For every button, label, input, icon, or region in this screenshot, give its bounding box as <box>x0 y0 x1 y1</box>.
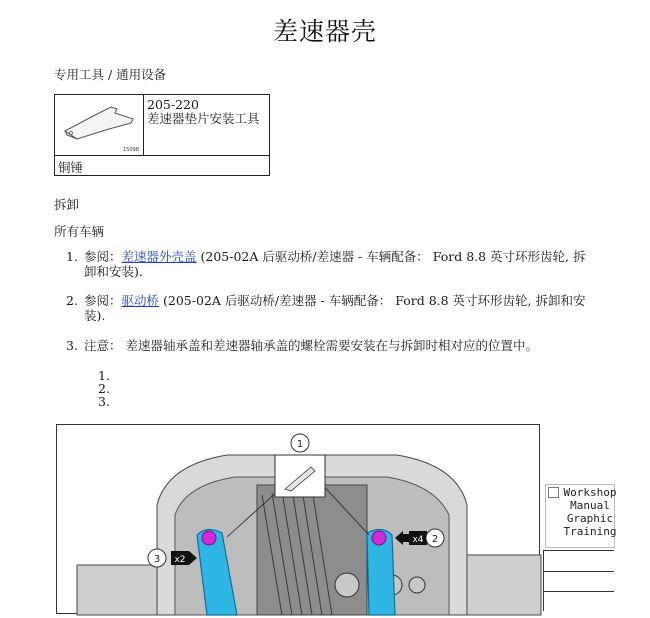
qty-x4: x4 <box>412 535 424 545</box>
tools-heading: 专用工具 / 通用设备 <box>54 67 167 82</box>
callout-2-label: 2 <box>431 534 439 545</box>
tool-row <box>55 95 269 156</box>
step-text: 注意： 差速器轴承盖和差速器轴承盖的螺栓需要安装在与拆卸时相对应的位置中。 <box>84 338 538 353</box>
step-prefix: 参阅： <box>84 293 122 308</box>
special-tools-table <box>54 94 270 176</box>
callout-3-label: 3 <box>153 554 161 565</box>
substep-1: 1. <box>98 368 110 383</box>
link-axle-shaft[interactable]: 驱动桥 <box>121 293 160 308</box>
general-equipment: 铜锤 <box>58 160 84 175</box>
tool-name: 差速器垫片安装工具 <box>147 111 260 126</box>
broken-image <box>545 484 615 548</box>
broken-image-icon <box>548 487 559 498</box>
page-title: 差速器壳 <box>272 17 377 46</box>
step-number: 2. <box>66 293 78 308</box>
removal-heading: 拆卸 <box>54 197 80 212</box>
tool-image <box>55 95 144 155</box>
side-table <box>543 550 614 611</box>
step-number: 3. <box>66 338 78 353</box>
broken-image-alt-text: Workshop Manual Graphic Training <box>563 486 617 538</box>
step-text: (205-02A 后驱动桥/差速器 - 车辆配备： Ford 8.8 英寸环形齿轮, 拆卸和安装). <box>84 293 586 323</box>
step-number: 1. <box>66 249 78 264</box>
substep-2: 2. <box>98 381 110 396</box>
callout-1-label: 1 <box>296 439 304 450</box>
all-vehicles-label: 所有车辆 <box>54 224 105 239</box>
tool-code: 205-220 <box>147 97 199 112</box>
substep-3: 3. <box>98 394 110 409</box>
shim-installer-illustration <box>55 95 143 155</box>
step-text: (205-02A 后驱动桥/差速器 - 车辆配备： Ford 8.8 英寸环形齿轮, 拆卸和安装). <box>84 249 586 279</box>
qty-x2: x2 <box>174 555 186 565</box>
differential-illustration <box>57 425 541 615</box>
differential-figure <box>56 424 540 614</box>
link-differential-housing-cover[interactable]: 差速器外壳盖 <box>121 249 197 264</box>
tool-image-code: 15098 <box>123 147 139 153</box>
step-prefix: 参阅： <box>84 249 122 264</box>
